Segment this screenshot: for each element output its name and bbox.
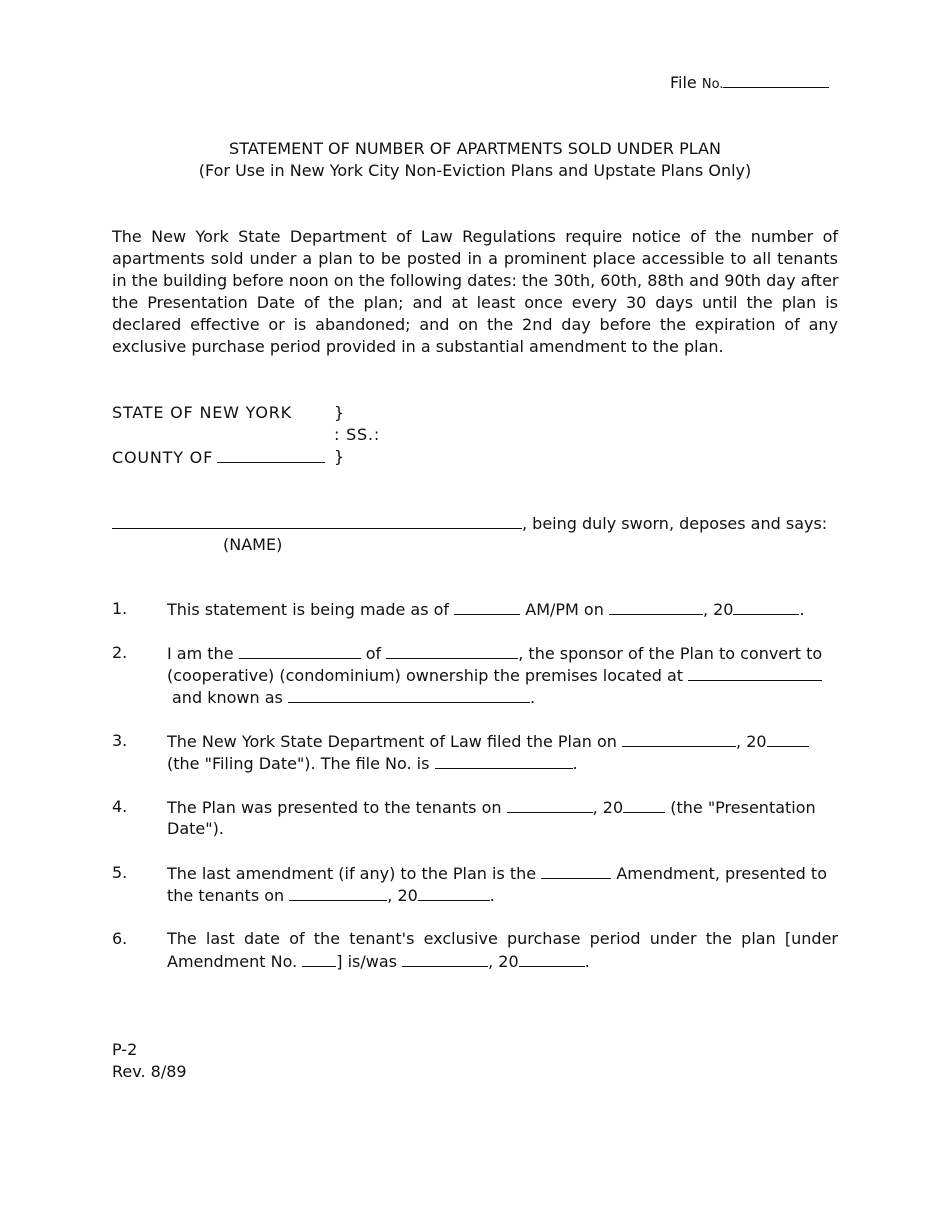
filing-date-field[interactable] xyxy=(622,731,736,747)
date-field[interactable] xyxy=(609,599,703,615)
item-2: I am the of , the sponsor of the Plan to convert to xyxy=(167,644,823,663)
item-5: The last amendment (if any) to the Plan is the Amendment, presented to xyxy=(167,864,827,883)
file-number-field[interactable] xyxy=(723,72,829,88)
presentation-year-field[interactable] xyxy=(623,797,665,813)
amendment-year-field[interactable] xyxy=(418,885,490,901)
county-field[interactable] xyxy=(217,447,325,463)
file-number: File No. xyxy=(670,72,829,92)
name-field[interactable] xyxy=(112,513,522,529)
item-4: The Plan was presented to the tenants on , 20 (the "Presentation xyxy=(167,798,816,817)
plan-file-number-field[interactable] xyxy=(435,753,573,769)
purchase-year-field[interactable] xyxy=(519,951,585,967)
sponsor-field[interactable] xyxy=(386,643,518,659)
presentation-date-field[interactable] xyxy=(507,797,593,813)
item-6: The last date of the tenant's exclusive purchase period under the plan [under xyxy=(167,929,838,948)
amendment-number-field[interactable] xyxy=(302,951,336,967)
name-label: (NAME) xyxy=(223,535,283,554)
document-title: STATEMENT OF NUMBER OF APARTMENTS SOLD UNDER PLAN (For Use in New York City Non-Eviction Plans and Upstate Plans Only) xyxy=(198,139,752,180)
form-number: P-2 xyxy=(112,1040,138,1059)
time-field[interactable] xyxy=(454,599,520,615)
filing-year-field[interactable] xyxy=(767,731,809,747)
purchase-date-field[interactable] xyxy=(402,951,488,967)
amendment-date-field[interactable] xyxy=(289,885,387,901)
known-as-field[interactable] xyxy=(288,687,530,703)
revision-date: Rev. 8/89 xyxy=(112,1062,187,1081)
item-1: This statement is being made as of AM/PM on , 20 . xyxy=(167,600,805,619)
premises-field[interactable] xyxy=(688,665,822,681)
amendment-field[interactable] xyxy=(541,863,611,879)
deponent-line: , being duly sworn, deposes and says: xyxy=(112,513,827,533)
title-field[interactable] xyxy=(239,643,361,659)
item-3: The New York State Department of Law filed the Plan on , 20 xyxy=(167,731,809,751)
year-field[interactable] xyxy=(733,599,799,615)
